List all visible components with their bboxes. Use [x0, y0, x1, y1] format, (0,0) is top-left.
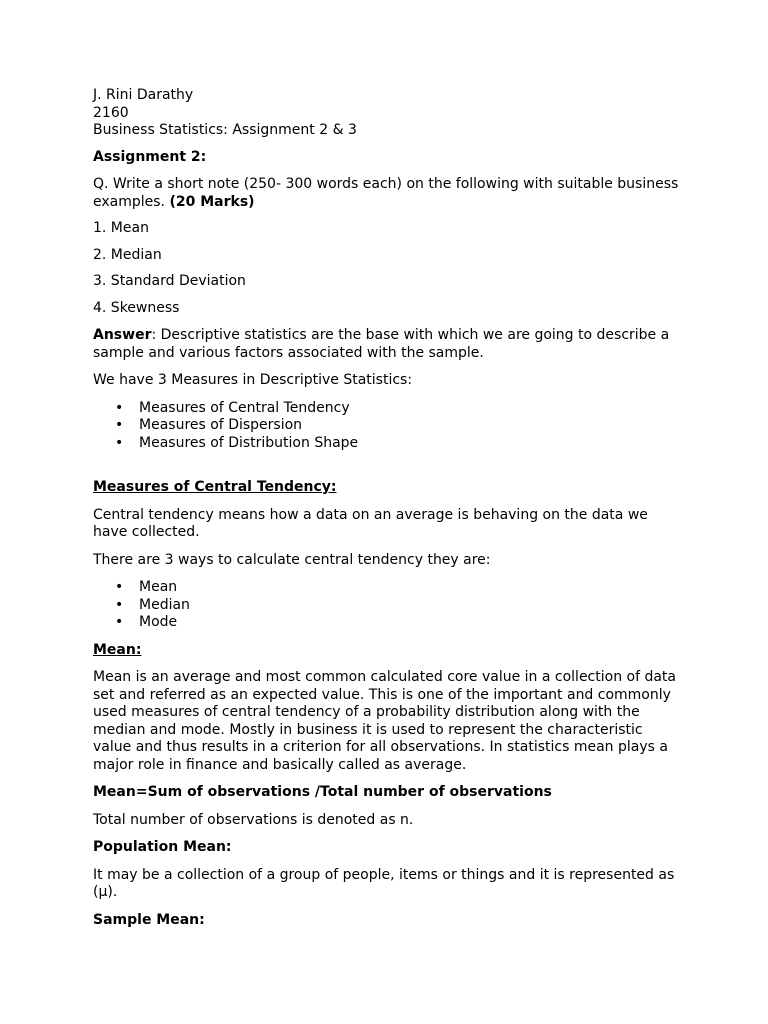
- mean-n-note: Total number of observations is denoted as n.: [93, 811, 414, 828]
- population-mean-body: It may be a collection of a group of people, items or things and it is represented as (µ).: [93, 866, 675, 900]
- measures-intro: We have 3 Measures in Descriptive Statistics:: [93, 372, 413, 388]
- answer-paragraph: [93, 327, 683, 362]
- question-marks: (20 Marks): [169, 193, 255, 210]
- topic-list: [93, 220, 683, 317]
- author-name: J. Rini Darathy: [93, 87, 194, 103]
- topic-item: 3. Standard Deviation: [93, 273, 246, 289]
- answer-label: Answer: [93, 327, 152, 343]
- mean-heading: Mean:: [93, 641, 142, 658]
- list-item: • Mode: [93, 614, 683, 632]
- list-item: • Median: [93, 597, 683, 615]
- document-content: [93, 87, 683, 929]
- topic-item: 1. Mean: [93, 220, 149, 236]
- list-item: • Measures of Dispersion: [93, 417, 683, 435]
- assignment-heading: Assignment 2:: [93, 148, 207, 165]
- topic-item: 4. Skewness: [93, 299, 180, 316]
- list-item: • Measures of Distribution Shape: [93, 435, 683, 453]
- mean-formula: Mean=Sum of observations /Total number of observations: [93, 784, 552, 800]
- central-tendency-ways-intro: There are 3 ways to calculate central tendency they are:: [93, 551, 491, 568]
- central-tendency-ways-list: [93, 579, 683, 632]
- topic-item: 2. Median: [93, 246, 162, 263]
- list-item: • Mean: [93, 579, 683, 597]
- question-text: Q. Write a short note (250- 300 words each) on the following with suitable business examples.: [93, 176, 679, 210]
- measures-list: [93, 400, 683, 453]
- roll-number: 2160: [93, 104, 129, 121]
- central-tendency-definition: Central tendency means how a data on an average is behaving on the data we have collected.: [93, 506, 648, 540]
- population-mean-heading: Population Mean:: [93, 839, 232, 855]
- list-item: • Measures of Central Tendency: [93, 400, 683, 418]
- course-title: Business Statistics: Assignment 2 & 3: [93, 122, 357, 138]
- question-paragraph: [93, 176, 683, 211]
- mean-body: Mean is an average and most common calculated core value in a collection of data set and referred as an expected value. This is one of the important and commonly used measures of central tendency of a probability distribution along with the median and mode. Mostly in business it is used to represent the characteristic value and thus results in a criterion for all observations. In statistics mean plays a major role in finance and basically called as average.: [93, 669, 676, 773]
- answer-text: : Descriptive statistics are the base with which we are going to describe a sample and various factors associated with the sample.: [93, 327, 670, 361]
- document-header: [93, 87, 683, 140]
- sample-mean-heading: Sample Mean:: [93, 911, 205, 928]
- central-tendency-heading: Measures of Central Tendency:: [93, 479, 337, 495]
